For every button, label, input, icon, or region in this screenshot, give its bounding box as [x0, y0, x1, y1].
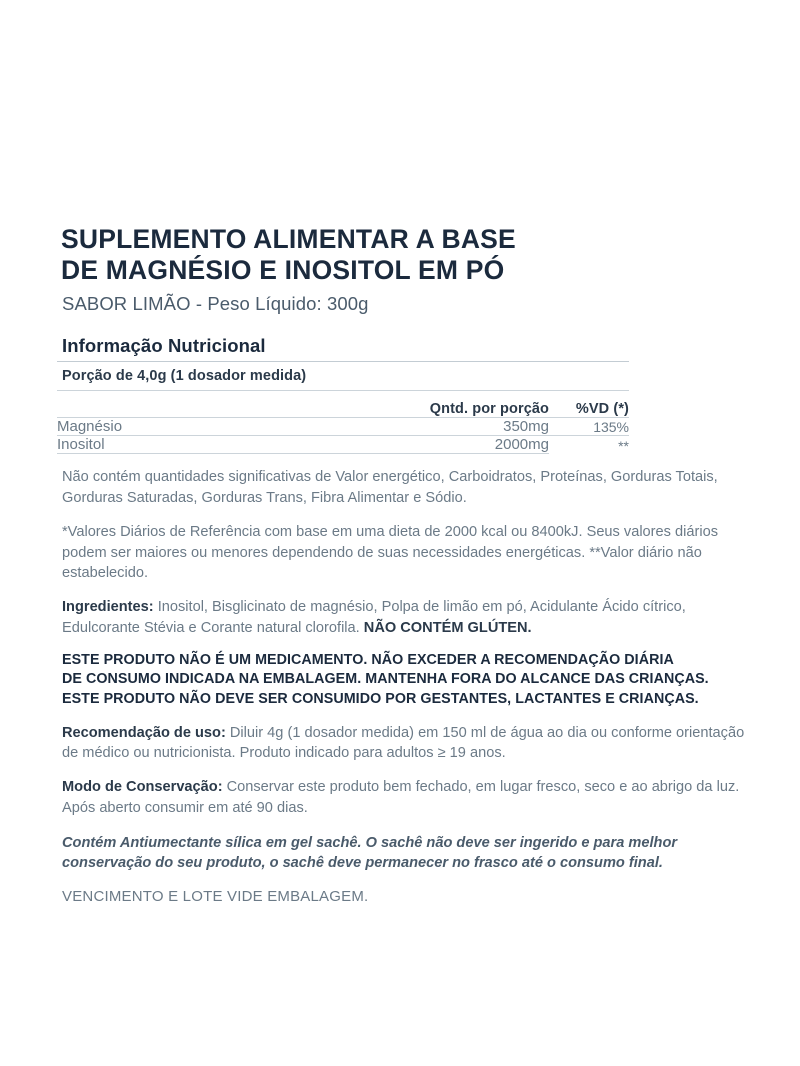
nutrient-quantity: 350mg — [387, 418, 549, 436]
expiry-and-batch-note: VENCIMENTO E LOTE VIDE EMBALAGEM. — [62, 887, 369, 905]
not-significant-note: Não contém quantidades significativas de Valor energético, Carboidratos, Proteínas, Gorduras Totais, Gorduras Saturadas, Gorduras Trans, Fibra Alimentar e Sódio. — [62, 469, 718, 507]
column-header-nutrient — [57, 391, 387, 418]
page-title — [61, 224, 747, 285]
usage-label: Recomendação de uso: — [62, 724, 226, 741]
storage-paragraph — [62, 777, 747, 818]
ingredients-label: Ingredientes: — [62, 599, 154, 616]
nutrition-heading: Informação Nutricional — [62, 335, 266, 357]
product-title-line-2: DE MAGNÉSIO E INOSITOL EM PÓ — [61, 254, 505, 285]
table-header-row — [57, 391, 629, 418]
nutrient-daily-value: ** — [618, 437, 629, 454]
column-header-daily-value: %VD (*) — [549, 391, 629, 418]
gluten-free-note: NÃO CONTÉM GLÚTEN. — [363, 619, 532, 636]
usage-text: Diluir 4g (1 dosador medida) em 150 ml de água ao dia ou conforme orientação de médico ou nutricionista. Produto indicado para adultos ≥ 19 anos. — [62, 724, 745, 762]
nutrient-daily-value: 135% — [549, 418, 629, 436]
portion-size-row: Porção de 4,0g (1 dosador medida) — [62, 368, 307, 385]
nutrient-name: Magnésio — [57, 418, 387, 436]
warning-line-3: ESTE PRODUTO NÃO DEVE SER CONSUMIDO POR GESTANTES, LACTANTES E CRIANÇAS. — [62, 690, 699, 707]
nutrition-facts-table — [57, 391, 629, 454]
warning-line-2: DE CONSUMO INDICADA NA EMBALAGEM. MANTENHA FORA DO ALCANCE DAS CRIANÇAS. — [62, 671, 709, 688]
daily-value-note: *Valores Diários de Referência com base em uma dieta de 2000 kcal ou 8400kJ. Seus valores diários podem ser maiores ou menores dependendo de suas necessidades energéticas. **Valor diário não estabelecido. — [62, 523, 718, 582]
product-title-line-1: SUPLEMENTO ALIMENTAR A BASE — [61, 224, 516, 254]
table-row — [57, 436, 629, 454]
storage-label: Modo de Conservação: — [62, 779, 223, 796]
ingredients-text: Inositol, Bisglicinato de magnésio, Polpa de limão em pó, Acidulante Ácido cítrico, Edulcorante Stévia e Corante natural clorofila. — [62, 599, 686, 636]
table-row — [57, 418, 629, 436]
storage-text: Conservar este produto bem fechado, em lugar fresco, seco e ao abrigo da luz. Após aberto consumir em até 90 dias. — [62, 779, 740, 816]
regulatory-warning-block — [62, 651, 712, 710]
column-header-quantity: Qntd. por porção — [387, 391, 549, 418]
ingredients-paragraph — [62, 597, 747, 638]
label-content — [57, 224, 747, 905]
usage-recommendation-paragraph — [62, 723, 747, 764]
nutrient-name: Inositol — [57, 436, 387, 454]
sachet-note: Contém Antiumectante sílica em gel sachê. O sachê não deve ser ingerido e para melhor conservação do seu produto, o sachê deve permanecer no frasco até o consumo final. — [62, 834, 678, 872]
nutrient-quantity: 2000mg — [387, 436, 549, 454]
product-subtitle: SABOR LIMÃO - Peso Líquido: 300g — [62, 293, 369, 315]
warning-line-1: ESTE PRODUTO NÃO É UM MEDICAMENTO. NÃO EXCEDER A RECOMENDAÇÃO DIÁRIA — [62, 651, 674, 668]
nutrition-information-block — [57, 335, 747, 454]
